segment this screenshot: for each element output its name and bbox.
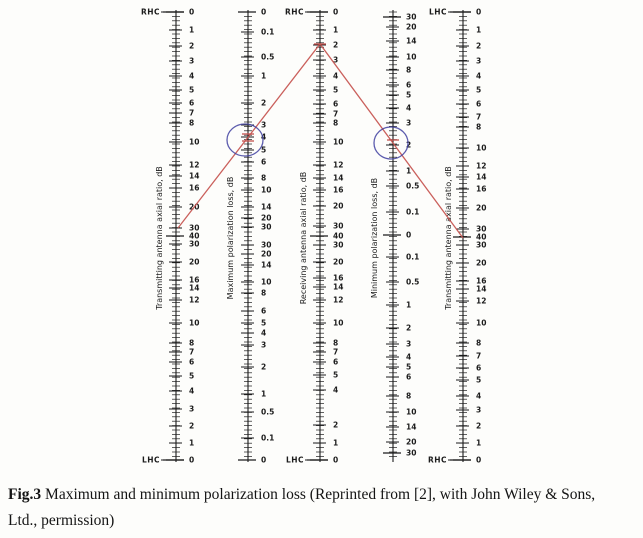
tick-label: 5 [189, 85, 195, 95]
figure-caption-line2: Ltd., permission) [8, 512, 115, 529]
scale-transmitting-axial-ratio-left [141, 8, 200, 465]
tick-label: 0 [189, 7, 195, 17]
tick-label: 12 [476, 161, 487, 171]
tick-label: 20 [333, 257, 344, 267]
tick-label: 0.5 [406, 181, 420, 191]
tick-label: 0 [333, 7, 339, 17]
tick-label: 0 [333, 455, 339, 465]
tick-label: 5 [476, 375, 482, 385]
tick-label: 16 [189, 275, 200, 285]
tick-label: 10 [333, 137, 344, 147]
tick-label: 14 [406, 422, 417, 432]
tick-label: 12 [476, 296, 487, 306]
tick-label: 40 [189, 231, 200, 241]
tick-label: 4 [476, 391, 482, 401]
tick-label: 4 [476, 71, 482, 81]
tick-label: 30 [261, 240, 272, 250]
tick-label: 12 [333, 295, 344, 305]
tick-label: 40 [476, 232, 487, 242]
tick-label: 8 [189, 338, 195, 348]
tick-label: 10 [406, 52, 417, 62]
tick-label: 16 [333, 185, 344, 195]
tick-label: 7 [476, 112, 482, 122]
tick-label: 8 [261, 173, 267, 183]
tick-label: 4 [333, 385, 339, 395]
scale-title: Maximum polarization loss, dB [226, 176, 235, 300]
tick-label: 0.5 [261, 407, 275, 417]
tick-label: 20 [189, 202, 200, 212]
tick-label: 20 [261, 249, 272, 259]
tick-label: 3 [333, 55, 339, 65]
tick-label: 6 [261, 306, 267, 316]
tick-label: 6 [333, 357, 339, 367]
tick-label: 30 [476, 224, 487, 234]
tick-label: 10 [261, 277, 272, 287]
tick-label: 16 [476, 276, 487, 286]
tick-label: 10 [261, 185, 272, 195]
polarization-sense-label: LHC [428, 7, 447, 17]
blue-highlight-circle [374, 127, 408, 159]
tick-label: 1 [476, 438, 482, 448]
tick-label: 40 [333, 231, 344, 241]
tick-label: 30 [333, 240, 344, 250]
tick-label: 10 [333, 318, 344, 328]
tick-label: 7 [333, 347, 339, 357]
tick-label: 20 [189, 257, 200, 267]
tick-label: 2 [476, 421, 482, 431]
tick-label: 2 [476, 41, 482, 51]
polarization-sense-label: LHC [141, 455, 160, 465]
tick-label: 5 [261, 145, 267, 155]
tick-label: 16 [476, 184, 487, 194]
tick-label: 4 [333, 71, 339, 81]
tick-label: 2 [261, 98, 267, 108]
tick-label: 3 [189, 56, 195, 66]
tick-label: 4 [189, 386, 195, 396]
tick-label: 1 [189, 438, 195, 448]
tick-label: 5 [189, 371, 195, 381]
polarization-sense-label: RHC [427, 455, 447, 465]
tick-label: 3 [261, 340, 267, 350]
tick-label: 4 [261, 132, 267, 142]
tick-label: 4 [406, 103, 412, 113]
tick-label: 1 [333, 438, 339, 448]
tick-label: 2 [189, 421, 195, 431]
tick-label: 3 [476, 56, 482, 66]
tick-label: 30 [406, 12, 417, 22]
scale-receiving-axial-ratio [285, 8, 344, 465]
tick-label: 10 [476, 318, 487, 328]
tick-label: 16 [189, 183, 200, 193]
tick-label: 0 [189, 455, 195, 465]
tick-label: 1 [261, 71, 267, 81]
tick-label: 5 [261, 318, 267, 328]
tick-label: 0 [261, 455, 267, 465]
tick-label: 5 [333, 370, 339, 380]
tick-label: 20 [333, 201, 344, 211]
tick-label: 8 [189, 118, 195, 128]
tick-label: 6 [333, 99, 339, 109]
tick-label: 14 [261, 202, 272, 212]
tick-label: 8 [406, 391, 412, 401]
tick-label: 1 [406, 166, 412, 176]
tick-label: 8 [333, 338, 339, 348]
figure-caption-label: Fig.3 [8, 486, 42, 503]
tick-label: 7 [476, 351, 482, 361]
scale-minimum-polarization-loss [383, 10, 419, 462]
scale-transmitting-axial-ratio-right [428, 8, 487, 465]
tick-label: 0.1 [406, 207, 420, 217]
tick-label: 16 [333, 273, 344, 283]
tick-label: 1 [476, 25, 482, 35]
tick-label: 6 [189, 357, 195, 367]
tick-label: 8 [406, 65, 412, 75]
tick-label: 30 [189, 223, 200, 233]
tick-label: 12 [189, 160, 200, 170]
tick-label: 10 [189, 137, 200, 147]
tick-label: 0 [476, 455, 482, 465]
tick-label: 2 [333, 40, 339, 50]
tick-label: 30 [333, 221, 344, 231]
tick-label: 0.1 [261, 433, 275, 443]
tick-label: 8 [476, 338, 482, 348]
tick-label: 1 [189, 25, 195, 35]
tick-label: 20 [261, 213, 272, 223]
tick-label: 0.1 [261, 27, 275, 37]
tick-label: 1 [406, 300, 412, 310]
tick-label: 14 [476, 284, 487, 294]
tick-label: 2 [333, 420, 339, 430]
tick-label: 6 [189, 98, 195, 108]
scale-title: Receiving antenna axial ratio, dB [299, 171, 308, 305]
polarization-sense-label: RHC [284, 7, 304, 17]
tick-label: 10 [189, 318, 200, 328]
tick-label: 7 [189, 347, 195, 357]
tick-label: 0.1 [406, 252, 420, 262]
tick-label: 8 [333, 118, 339, 128]
tick-label: 30 [261, 222, 272, 232]
tick-label: 14 [261, 260, 272, 270]
tick-label: 5 [406, 362, 412, 372]
tick-label: 4 [406, 352, 412, 362]
tick-label: 5 [406, 90, 412, 100]
tick-label: 7 [189, 108, 195, 118]
scale-maximum-polarization-loss [238, 8, 274, 465]
tick-label: 14 [189, 283, 200, 293]
tick-label: 5 [333, 85, 339, 95]
figure-caption [8, 482, 638, 534]
tick-label: 6 [406, 372, 412, 382]
tick-label: 3 [189, 404, 195, 414]
tick-label: 10 [476, 143, 487, 153]
tick-label: 0.5 [261, 52, 275, 62]
tick-label: 14 [333, 173, 344, 183]
tick-label: 3 [406, 339, 412, 349]
tick-label: 2 [189, 41, 195, 51]
tick-label: 0 [261, 7, 267, 17]
tick-label: 30 [406, 448, 417, 458]
tick-label: 3 [261, 120, 267, 130]
tick-label: 20 [476, 203, 487, 213]
tick-label: 8 [261, 288, 267, 298]
tick-label: 2 [406, 140, 412, 150]
tick-label: 7 [333, 109, 339, 119]
tick-label: 20 [476, 258, 487, 268]
tick-label: 1 [333, 25, 339, 35]
tick-label: 0 [476, 7, 482, 17]
tick-label: 20 [406, 22, 417, 32]
tick-label: 6 [261, 157, 267, 167]
polarization-sense-label: RHC [140, 7, 160, 17]
tick-label: 14 [406, 36, 417, 46]
tick-label: 10 [406, 407, 417, 417]
tick-label: 4 [189, 71, 195, 81]
tick-label: 14 [333, 282, 344, 292]
tick-label: 6 [406, 80, 412, 90]
tick-label: 14 [189, 171, 200, 181]
tick-label: 2 [261, 362, 267, 372]
scale-title: Transmitting antenna axial ratio, dB [444, 166, 453, 310]
figure-caption-line1: Maximum and minimum polarization loss (Reprinted from [2], with John Wiley & Sons, [41, 486, 596, 503]
tick-label: 3 [476, 405, 482, 415]
tick-label: 12 [189, 295, 200, 305]
tick-label: 30 [476, 240, 487, 250]
tick-label: 1 [261, 389, 267, 399]
tick-label: 3 [406, 118, 412, 128]
tick-label: 8 [476, 122, 482, 132]
tick-label: 6 [476, 99, 482, 109]
tick-label: 30 [189, 239, 200, 249]
tick-label: 5 [476, 85, 482, 95]
polarization-sense-label: LHC [285, 455, 304, 465]
scale-title: Minimum polarization loss, dB [370, 177, 379, 299]
tick-label: 14 [476, 172, 487, 182]
tick-label: 0 [406, 230, 412, 240]
tick-label: 4 [261, 328, 267, 338]
tick-label: 20 [406, 437, 417, 447]
tick-label: 2 [406, 323, 412, 333]
tick-label: 12 [333, 160, 344, 170]
tick-label: 6 [476, 363, 482, 373]
scale-title: Transmitting antenna axial ratio, dB [155, 166, 164, 310]
blue-highlight-circle [227, 124, 263, 156]
tick-label: 0.5 [406, 277, 420, 287]
